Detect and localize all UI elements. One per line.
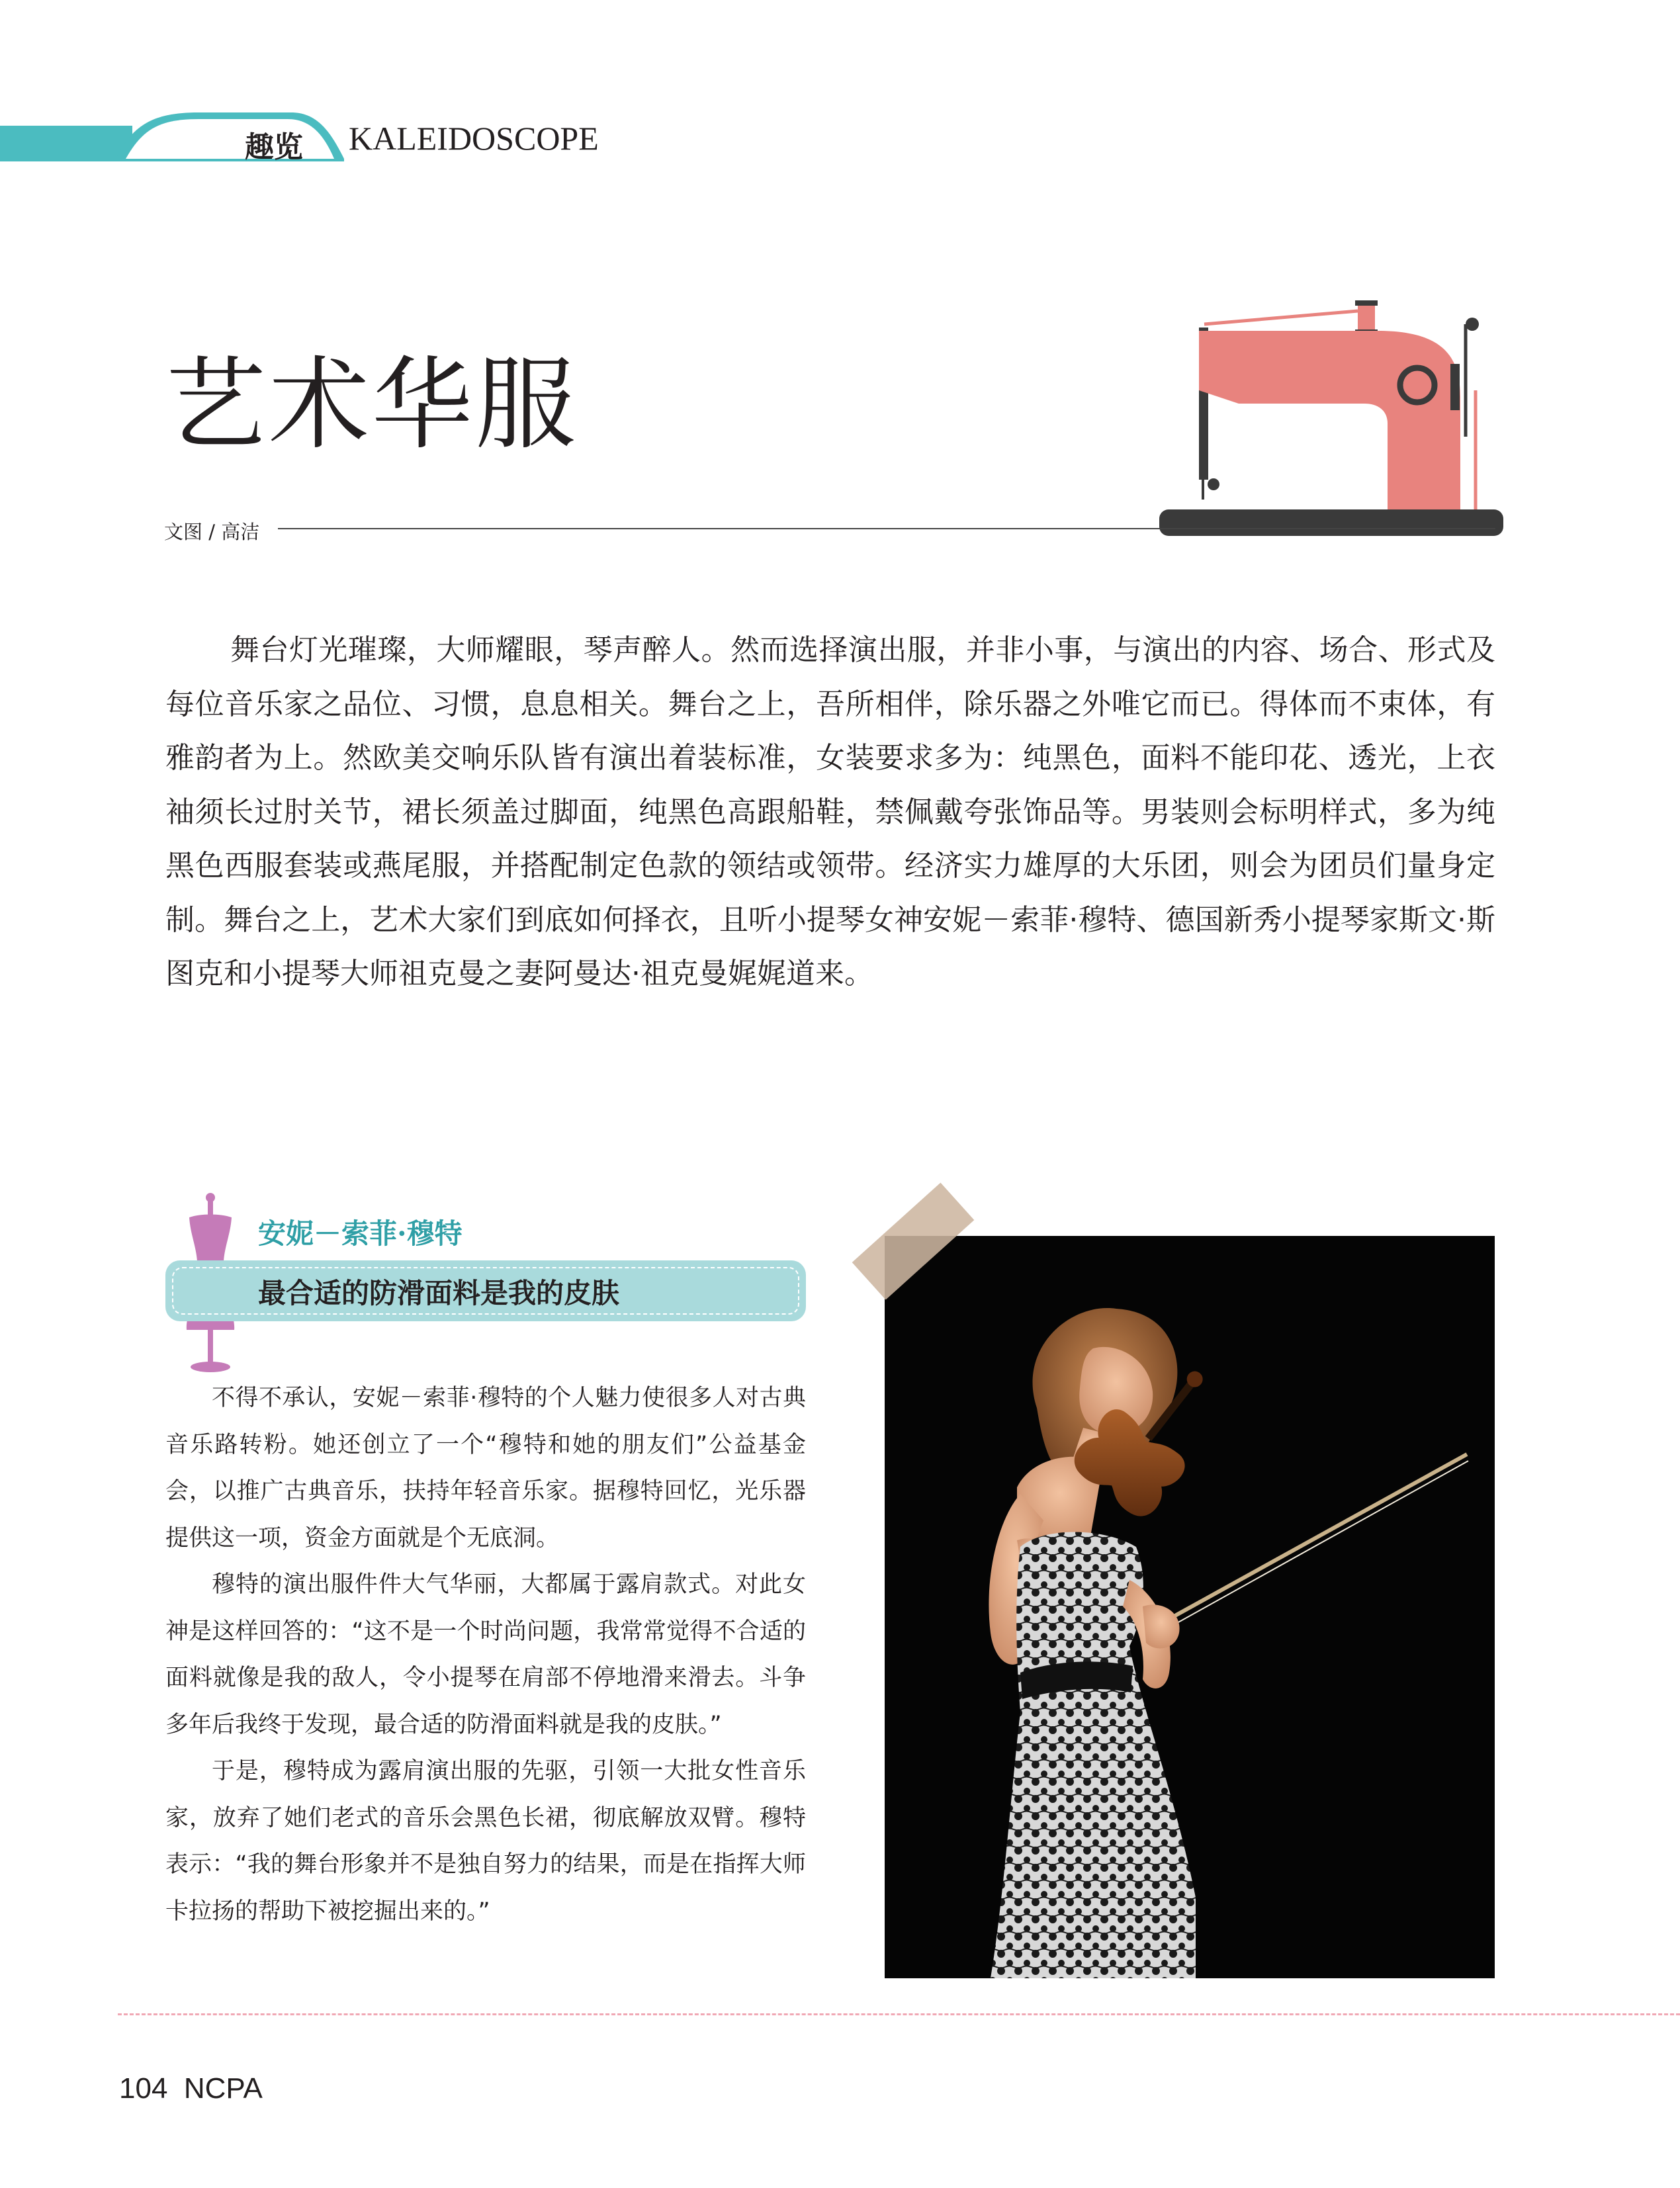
- footer-dashed-rule: [118, 2013, 1680, 2015]
- intro-paragraph: 舞台灯光璀璨，大师耀眼，琴声醉人。然而选择演出服，并非小事，与演出的内容、场合、形式及每位音乐家之品位、习惯，息息相关。舞台之上，吾所相伴，除乐器之外唯它而已。得体而不束体，有雅韵者为上。然欧美交响乐队皆有演出着装标准，女装要求多为：纯黑色，面料不能印花、透光，上衣袖须长过肘关节，裙长须盖过脚面，纯黑色高跟船鞋，禁佩戴夸张饰品等。男装则会标明样式，多为纯黑色西服套装或燕尾服，并搭配制定色款的领结或领带。经济实力雄厚的大乐团，则会为团员们量身定制。舞台之上，艺术大家们到底如何择衣，且听小提琴女神安妮－索菲·穆特、德国新秀小提琴家斯文·斯图克和小提琴大师祖克曼之妻阿曼达·祖克曼娓娓道来。: [165, 633, 1495, 990]
- page-folio: [119, 2072, 263, 2105]
- section-label-en: KALEIDOSCOPE: [349, 120, 599, 157]
- profile-name: 安妮－索菲·穆特: [258, 1217, 463, 1250]
- article-title: 艺术华服: [165, 346, 578, 463]
- profile-body: [165, 1375, 806, 1935]
- profile-paragraph-3: 于是，穆特成为露肩演出服的先驱，引领一大批女性音乐家，放弃了她们老式的音乐会黑色长裙，彻底解放双臂。穆特表示：“我的舞台形象并不是独自努力的结果，而是在指挥大师卡拉扬的帮助下被挖掘出来的。”: [165, 1758, 806, 1925]
- profile-paragraph-1: 不得不承认，安妮－索菲·穆特的个人魅力使很多人对古典音乐路转粉。她还创立了一个“穆特和她的朋友们”公益基金会，以推广古典音乐，扶持年轻音乐家。据穆特回忆，光乐器提供这一项，资金方面就是个无底洞。: [165, 1385, 806, 1552]
- violinist-illustration: [885, 1236, 1495, 1978]
- section-label-cn: 趣览: [245, 130, 303, 164]
- violinist-photo: [885, 1236, 1495, 1978]
- sewing-machine-icon: [1159, 291, 1503, 536]
- byline-divider: [278, 528, 1495, 529]
- profile-subtitle: 最合适的防滑面料是我的皮肤: [258, 1277, 620, 1309]
- magazine-name: NCPA: [183, 2072, 263, 2105]
- byline: 文图 / 高洁: [164, 521, 260, 543]
- profile-paragraph-2: 穆特的演出服件件大气华丽，大都属于露肩款式。对此女神是这样回答的：“这不是一个时尚问题，我常常觉得不合适的面料就像是我的敌人，令小提琴在肩部不停地滑来滑去。斗争多年后我终于发现，最合适的防滑面料就是我的皮肤。”: [165, 1571, 806, 1738]
- page-number: 104: [119, 2072, 168, 2105]
